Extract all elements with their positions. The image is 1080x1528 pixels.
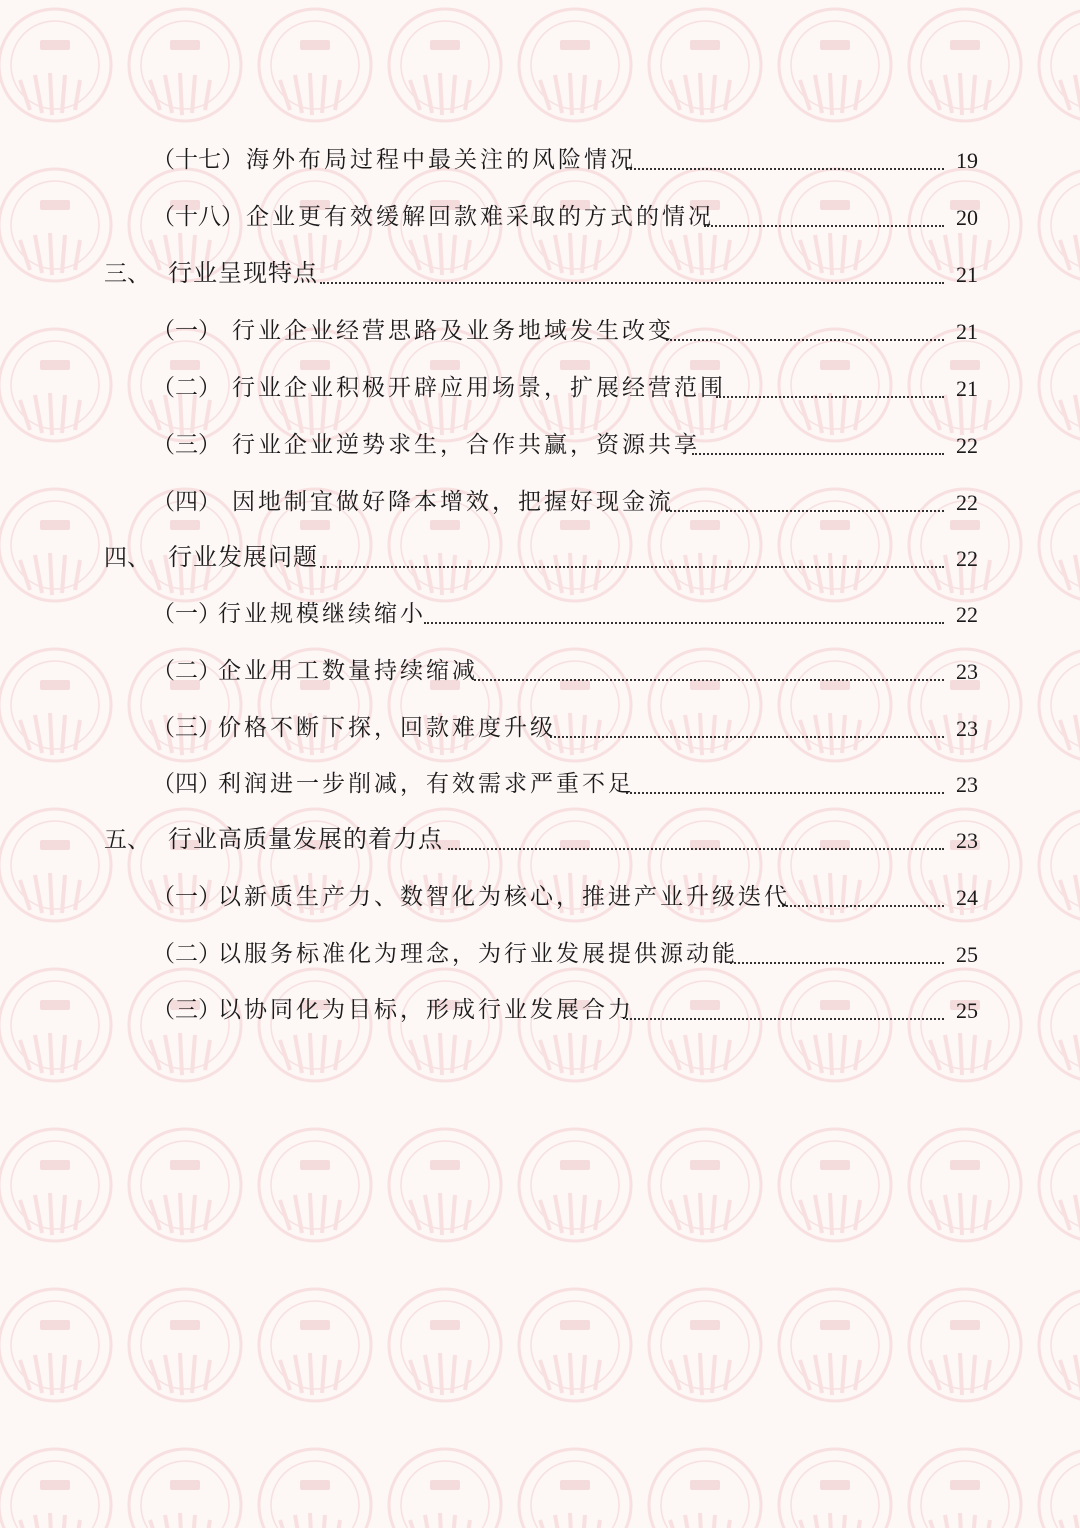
toc-entry-number: （三）	[152, 715, 221, 741]
toc-leader-dots	[666, 339, 944, 341]
toc-page-number: 21	[956, 319, 978, 344]
toc-entry-number: （二）	[152, 658, 221, 684]
toc-page-number: 19	[956, 148, 978, 173]
toc-page-number: 23	[956, 772, 978, 797]
toc-page-number: 21	[956, 262, 978, 287]
toc-entry-title: 行业企业经营思路及业务地域发生改变	[232, 318, 674, 344]
toc-page-number: 23	[956, 716, 978, 741]
toc-page-number: 20	[956, 205, 978, 230]
toc-entry-title: 利润进一步削减，有效需求严重不足	[218, 771, 634, 797]
toc-section-entry[interactable]	[0, 252, 1080, 292]
toc-leader-dots	[320, 282, 944, 284]
toc-leader-dots	[730, 962, 944, 964]
toc-leader-dots	[474, 679, 944, 681]
toc-entry-title: 行业呈现特点	[168, 259, 318, 287]
toc-entry-number: （四）	[152, 771, 221, 797]
toc-section-entry[interactable]	[0, 818, 1080, 858]
toc-leader-dots	[626, 1018, 944, 1020]
toc-entry-title: 行业发展问题	[168, 543, 318, 571]
toc-page-number: 23	[956, 828, 978, 853]
toc-entry-title: 以协同化为目标，形成行业发展合力	[218, 997, 634, 1023]
toc-leader-dots	[692, 453, 944, 455]
toc-page-number: 25	[956, 998, 978, 1023]
toc-entry-number: 四、	[104, 545, 150, 571]
toc-entry-number: （二）	[152, 941, 221, 967]
toc-entry-title: 因地制宜做好降本增效，把握好现金流	[232, 489, 674, 515]
toc-leader-dots	[320, 566, 944, 568]
toc-page-number: 22	[956, 490, 978, 515]
toc-section-entry[interactable]	[0, 536, 1080, 576]
toc-entry-title: 企业用工数量持续缩减	[218, 658, 478, 684]
toc-entry[interactable]	[0, 649, 1080, 689]
toc-entry-title: 行业企业逆势求生，合作共赢，资源共享	[232, 432, 700, 458]
toc-entry-number: 三、	[104, 261, 150, 287]
toc-entry[interactable]	[0, 195, 1080, 235]
toc-entry-title: 企业更有效缓解回款难采取的方式的情况	[246, 204, 714, 230]
toc-entry-number: （十七）	[152, 147, 244, 173]
toc-entry-title: 以新质生产力、数智化为核心，推进产业升级迭代	[218, 884, 790, 910]
toc-entry-title: 海外布局过程中最关注的风险情况	[246, 147, 636, 173]
toc-page-number: 22	[956, 433, 978, 458]
toc-entry-number: （三）	[152, 997, 221, 1023]
toc-entry-number: 五、	[104, 827, 150, 853]
toc-entry[interactable]	[0, 309, 1080, 349]
toc-entry[interactable]	[0, 480, 1080, 520]
toc-page-number: 21	[956, 376, 978, 401]
toc-leader-dots	[778, 905, 944, 907]
toc-entry[interactable]	[0, 932, 1080, 972]
toc-page-number: 25	[956, 942, 978, 967]
toc-entry[interactable]	[0, 875, 1080, 915]
toc-leader-dots	[666, 510, 944, 512]
toc-entry-title: 价格不断下探，回款难度升级	[218, 715, 556, 741]
toc-entry-number: （三）	[152, 432, 221, 458]
toc-leader-dots	[424, 622, 944, 624]
toc-entry-number: （一）	[152, 884, 221, 910]
toc-entry[interactable]	[0, 988, 1080, 1028]
toc-entry[interactable]	[0, 706, 1080, 746]
toc-entry-title: 以服务标准化为理念，为行业发展提供源动能	[218, 941, 738, 967]
toc-entry[interactable]	[0, 592, 1080, 632]
toc-entry-title: 行业高质量发展的着力点	[168, 825, 443, 853]
toc-leader-dots	[626, 168, 944, 170]
toc-entry-title: 行业规模继续缩小	[218, 601, 426, 627]
toc-page-number: 22	[956, 546, 978, 571]
toc-leader-dots	[626, 792, 944, 794]
toc-leader-dots	[716, 396, 944, 398]
toc-entry[interactable]	[0, 423, 1080, 463]
toc-leader-dots	[550, 736, 944, 738]
toc-entry-number: （一）	[152, 601, 221, 627]
toc-leader-dots	[448, 848, 944, 850]
toc-entry-title: 行业企业积极开辟应用场景，扩展经营范围	[232, 375, 726, 401]
toc-entry-number: （十八）	[152, 204, 244, 230]
toc-page-number: 22	[956, 602, 978, 627]
toc-entry-number: （四）	[152, 489, 221, 515]
toc-page-number: 24	[956, 885, 978, 910]
toc-leader-dots	[704, 225, 944, 227]
toc-entry[interactable]	[0, 366, 1080, 406]
toc-entry-number: （二）	[152, 375, 221, 401]
toc-entry[interactable]	[0, 762, 1080, 802]
toc-page-number: 23	[956, 659, 978, 684]
toc-entry[interactable]	[0, 138, 1080, 178]
toc-entry-number: （一）	[152, 318, 221, 344]
